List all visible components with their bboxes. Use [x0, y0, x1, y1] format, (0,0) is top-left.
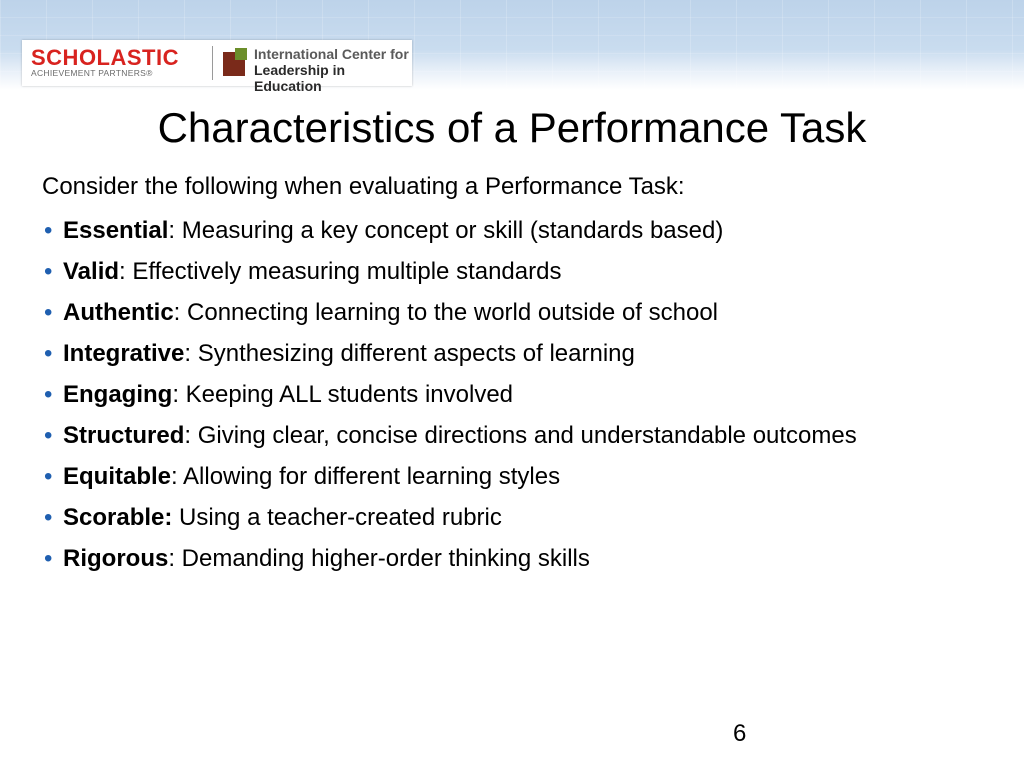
bullet-term: Authentic [63, 299, 174, 326]
bullet-list [42, 214, 942, 583]
page-number: 6 [733, 720, 747, 747]
bullet-description: : Demanding higher-order thinking skills [168, 545, 590, 572]
bullet-item-equitable [42, 460, 942, 494]
icle-logo-icon [223, 48, 249, 76]
bullet-description: : Keeping ALL students involved [172, 381, 514, 408]
bullet-item-scorable [42, 501, 942, 535]
bullet-term: Scorable: [63, 504, 173, 531]
bullet-item-essential [42, 214, 942, 248]
bullet-item-structured [42, 419, 942, 453]
header-band [0, 0, 1024, 94]
icle-logo-line1: International Center for [254, 46, 409, 62]
bullet-description: : Synthesizing different aspects of learning [184, 340, 635, 367]
scholastic-logo: SCHOLASTIC [31, 45, 179, 70]
bullet-icon: • [44, 299, 53, 326]
bullet-icon: • [44, 463, 53, 490]
bullet-term: Valid [63, 258, 120, 285]
bullet-icon: • [44, 504, 53, 531]
bullet-icon: • [44, 258, 53, 285]
bullet-description: : Measuring a key concept or skill (standards based) [168, 217, 724, 244]
bullet-icon: • [44, 381, 53, 408]
intro-text: Consider the following when evaluating a Performance Task: [42, 173, 685, 200]
bullet-item-integrative [42, 337, 942, 371]
bullet-term: Essential [63, 217, 169, 244]
bullet-icon: • [44, 422, 53, 449]
logo-banner [22, 40, 412, 94]
bullet-icon: • [44, 217, 53, 244]
logo-divider [212, 46, 213, 80]
icle-logo-line2: Leadership in Education [254, 62, 346, 94]
bullet-description: : Allowing for different learning styles [171, 463, 561, 490]
bullet-icon: • [44, 340, 53, 367]
bullet-term: Structured [63, 422, 185, 449]
bullet-item-rigorous [42, 542, 942, 576]
bullet-description: : Giving clear, concise directions and understandable outcomes [184, 422, 857, 449]
bullet-description: Using a teacher-created rubric [172, 504, 502, 531]
slide-title: Characteristics of a Performance Task [157, 104, 867, 151]
bullet-item-valid [42, 255, 942, 289]
bullet-term: Integrative [63, 340, 185, 367]
bullet-term: Engaging [63, 381, 173, 408]
bullet-term: Equitable [63, 463, 172, 490]
bullet-term: Rigorous [63, 545, 169, 572]
bullet-icon: • [44, 545, 53, 572]
bullet-description: : Connecting learning to the world outside of school [173, 299, 719, 326]
bullet-item-engaging [42, 378, 942, 412]
scholastic-logo-subtitle: ACHIEVEMENT PARTNERS® [31, 68, 153, 78]
bullet-item-authentic [42, 296, 942, 330]
bullet-description: : Effectively measuring multiple standards [119, 258, 562, 285]
